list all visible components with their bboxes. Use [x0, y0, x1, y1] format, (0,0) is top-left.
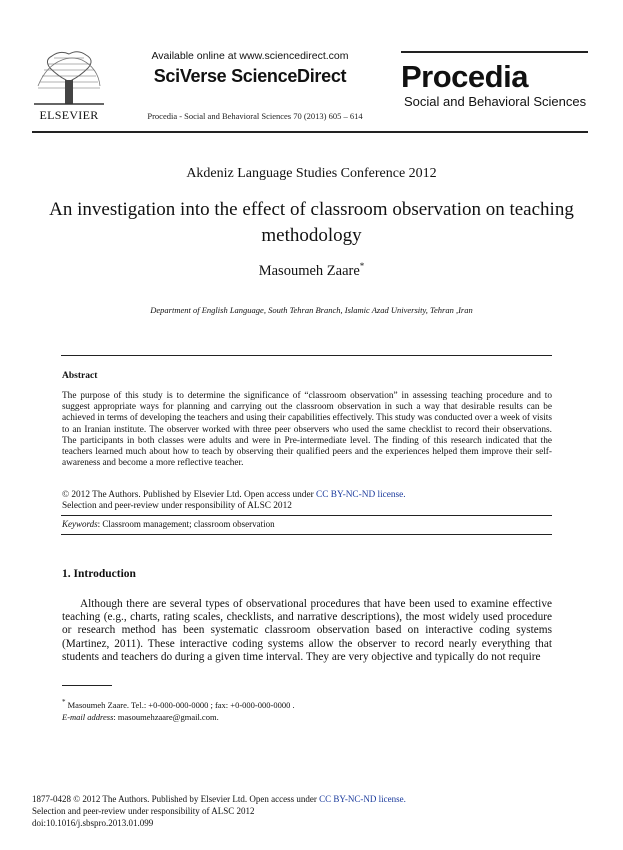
email-label: E-mail address	[62, 712, 114, 722]
introduction-body	[62, 598, 552, 664]
license-link[interactable]: CC BY-NC-ND license.	[316, 490, 406, 500]
email-address[interactable]: : masoumehzaare@gmail.com.	[113, 712, 219, 722]
abstract-top-rule	[61, 355, 552, 356]
footnote-contact-text: Masoumeh Zaare. Tel.: +0-000-000-0000 ; fax: +0-000-000-0000 .	[67, 699, 295, 710]
abstract-copyright	[62, 490, 552, 512]
abstract-bottom-rule	[61, 534, 552, 535]
footnote-rule	[62, 685, 112, 686]
keywords-label: Keywords	[62, 519, 98, 529]
header-divider	[32, 131, 588, 133]
abstract-body: The purpose of this study is to determine the significance of “classroom observation” in assessing teaching procedure and to suggest appropriate ways for planning and carrying out the classroom observation in such a way that desirable results can be achieved in terms of developing the teachers and using their capabilities effectively. This study was conducted over a week of visits to an Iranian institute. The observer worked with three peer observers who used the same checklist to record their observations. The participants in both classes were adults and were in Pre-intermediate level. The finding of this research indicated that the teachers learned much about how to teach by observing their qualified peers and the experiences helped them improve their self- awareness and become a more reflective teacher.	[62, 391, 552, 469]
footer-review-line: Selection and peer-review under responsibility of ALSC 2012	[32, 806, 255, 816]
platform-name: SciVerse ScienceDirect	[153, 66, 347, 86]
publisher-name: ELSEVIER	[39, 108, 99, 122]
author-name: Masoumeh Zaare	[258, 262, 360, 279]
journal-brand-bar	[401, 51, 588, 53]
footer-doi[interactable]: doi:10.1016/j.sbspro.2013.01.099	[32, 818, 154, 828]
journal-subtitle: Social and Behavioral Sciences	[404, 94, 587, 109]
section-heading-introduction: 1. Introduction	[62, 568, 136, 580]
introduction-paragraph: Although there are several types of observational procedures that have been used to examine effective teaching (e.g., charts, rating scales, checklists, and narrative descriptions), the most widely used procedure or research method has been systematic classroom observation based on interactive coding systems (Martinez, 2011). These interactive coding systems allow the observer to record nearly everything that students and teachers do during a given time interval. They are very objective and typically do not require	[62, 598, 552, 663]
copyright-line: © 2012 The Authors. Published by Elsevier Ltd.	[62, 490, 242, 500]
footer-open-access: Open access under	[249, 794, 317, 804]
author-line	[0, 261, 623, 280]
peer-review-line: Selection and peer-review under responsibility of ALSC 2012	[62, 501, 292, 512]
abstract-heading: Abstract	[62, 371, 98, 381]
keywords-top-rule	[61, 515, 552, 516]
availability-note[interactable]: Available online at www.sciencedirect.com	[151, 50, 349, 62]
journal-reference: Procedia - Social and Behavioral Sciences 70 (2013) 605 – 614	[147, 111, 363, 121]
footnote-mark: *	[62, 698, 66, 706]
conference-name: Akdeniz Language Studies Conference 2012	[186, 166, 437, 181]
footer-issn-line	[32, 794, 406, 804]
footnote-contact	[62, 698, 552, 710]
footer-license-link[interactable]: CC BY-NC-ND license.	[319, 794, 406, 804]
paper-title: An investigation into the effect of classroom observation on teaching methodology	[49, 199, 574, 246]
footnote-email	[62, 712, 552, 722]
footer-copyright: 1877-0428 © 2012 The Authors. Published by Elsevier Ltd.	[32, 794, 248, 804]
keywords-list: : Classroom management; classroom observation	[97, 519, 275, 529]
journal-brand: Procedia	[401, 59, 528, 94]
open-access-note: Open access under	[243, 490, 314, 500]
author-affiliation: Department of English Language, South Tehran Branch, Islamic Azad University, Tehran ,Iran	[150, 305, 473, 315]
keywords-line	[62, 519, 552, 529]
author-footnote-mark: *	[359, 261, 365, 271]
